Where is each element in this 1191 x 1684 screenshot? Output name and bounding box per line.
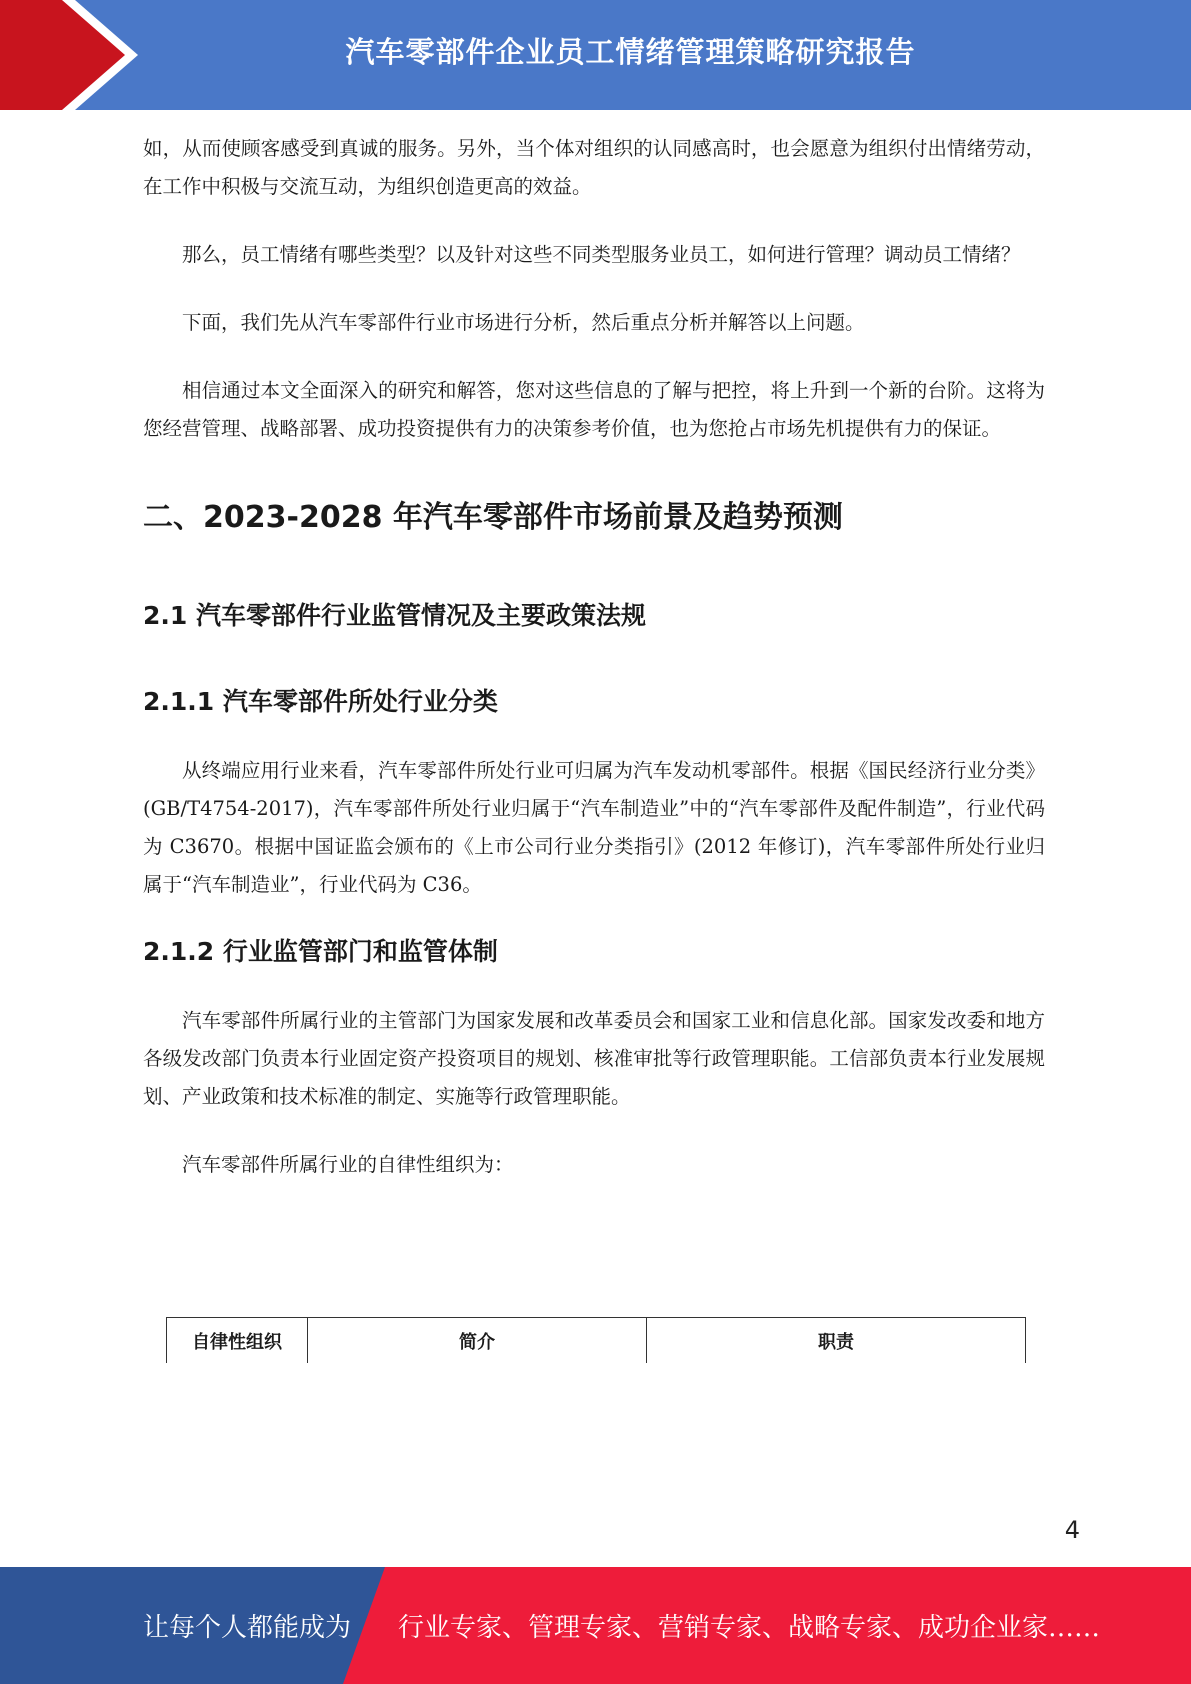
table-header-cell: 职责 xyxy=(647,1318,1026,1364)
table-header-cell: 简介 xyxy=(308,1318,647,1364)
footer-slogan-left: 让每个人都能成为 xyxy=(143,1613,352,1643)
page-footer xyxy=(0,1567,1191,1684)
page-number: 4 xyxy=(1064,1516,1080,1544)
table-intro: 汽车零部件所属行业的自律性组织为： xyxy=(182,1153,514,1176)
table-header-row xyxy=(167,1318,1026,1364)
paragraph: 相信通过本文全面深入的研究和解答，您对这些信息的了解与把控，将上升到一个新的台阶。这将为您经营管理、战略部署、成功投资提供有力的决策参考价值，也为您抢占市场先机提供有力的保证。 xyxy=(143,379,1045,440)
report-title: 汽车零部件企业员工情绪管理策略研究报告 xyxy=(345,34,916,69)
section-heading: 二、2023-2028 年汽车零部件市场前景及趋势预测 xyxy=(143,500,843,535)
paragraph: 如，从而使顾客感受到真诚的服务。另外，当个体对组织的认同感高时，也会愿意为组织付出情绪劳动，在工作中积极与交流互动，为组织创造更高的效益。 xyxy=(143,137,1045,198)
paragraph: 那么，员工情绪有哪些类型？以及针对这些不同类型服务业员工，如何进行管理？调动员工情绪？ xyxy=(182,243,1021,266)
footer-slogan-right: 行业专家、管理专家、营销专家、战略专家、成功企业家…… xyxy=(398,1613,1101,1643)
subsubsection-heading: 2.1.1 汽车零部件所处行业分类 xyxy=(143,687,498,716)
table-header-cell: 自律性组织 xyxy=(167,1318,308,1364)
paragraph: 下面，我们先从汽车零部件行业市场进行分析，然后重点分析并解答以上问题。 xyxy=(182,311,865,334)
header-arrow-decoration xyxy=(0,0,160,110)
document-body xyxy=(143,130,1045,1184)
paragraph: 从终端应用行业来看，汽车零部件所处行业可归属为汽车发动机零部件。根据《国民经济行业分类》(GB/T4754-2017)，汽车零部件所处行业归属于“汽车制造业”中的“汽车零部件及配件制造”，行业代码为 C3670。根据中国证监会颁布的《上市公司行业分类指引》(2012 年修订)，汽车零部件所处行业归属于“汽车制造业”，行业代码为 C36。 xyxy=(143,759,1045,896)
page-header xyxy=(0,0,1191,110)
self-regulatory-org-table xyxy=(166,1317,1026,1363)
subsubsection-heading: 2.1.2 行业监管部门和监管体制 xyxy=(143,937,498,966)
paragraph: 汽车零部件所属行业的主管部门为国家发展和改革委员会和国家工业和信息化部。国家发改委和地方各级发改部门负责本行业固定资产投资项目的规划、核准审批等行政管理职能。工信部负责本行业发展规划、产业政策和技术标准的制定、实施等行政管理职能。 xyxy=(143,1009,1045,1108)
subsection-heading: 2.1 汽车零部件行业监管情况及主要政策法规 xyxy=(143,601,646,630)
